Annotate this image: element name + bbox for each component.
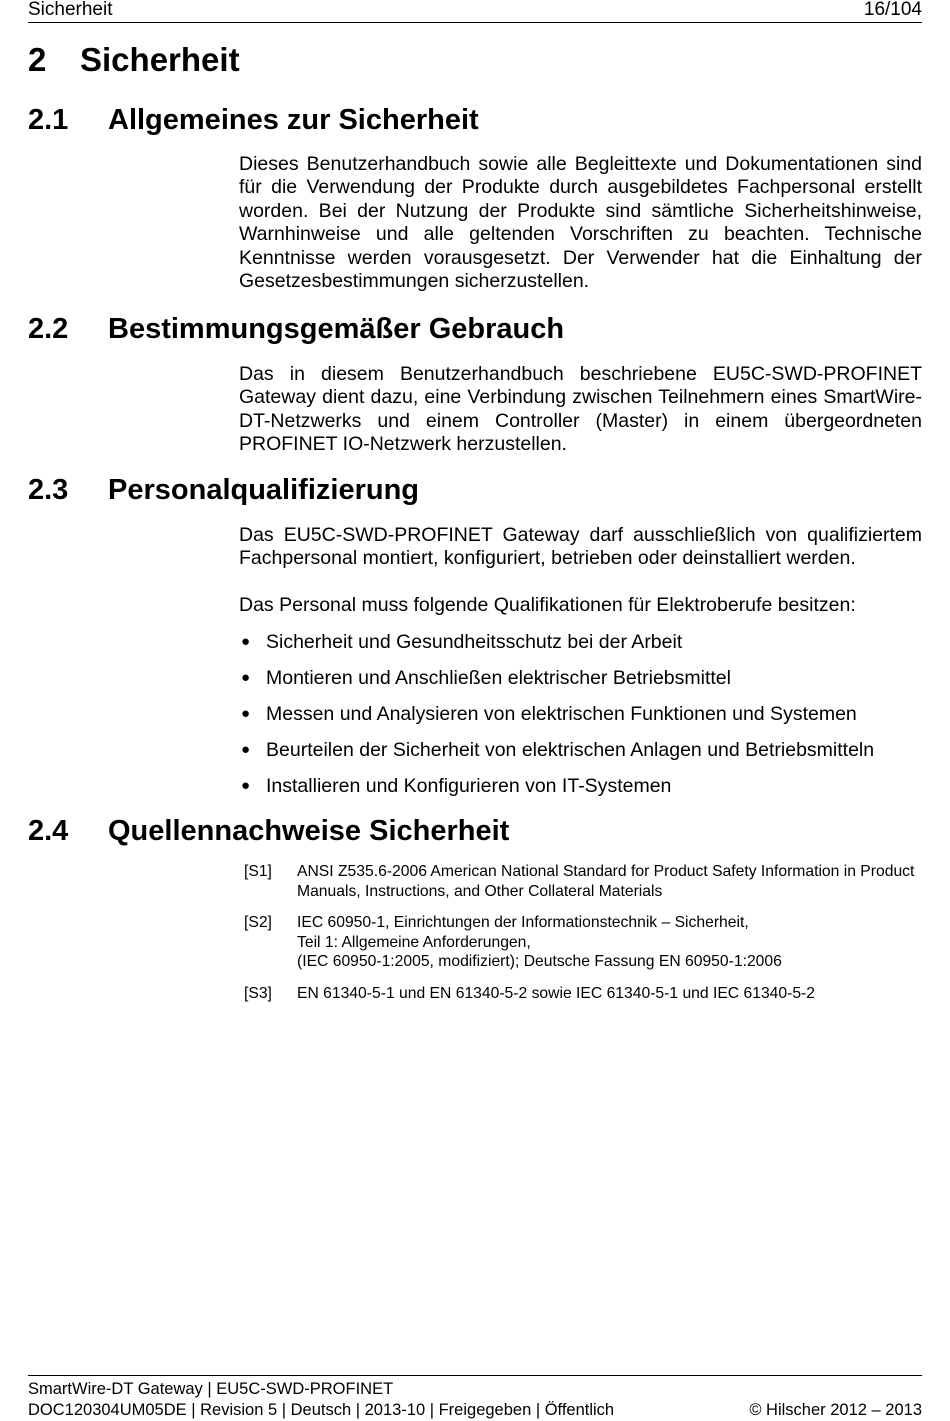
list-item: ● Montieren und Anschließen elektrischer Betriebsmittel: [239, 660, 929, 696]
footer-product: SmartWire-DT Gateway | EU5C-SWD-PROFINET: [28, 1380, 394, 1398]
section-2-1-paragraph: Dieses Benutzerhandbuch sowie alle Begleittexte und Dokumentationen sind für die Verwendung der Produkte durch ausgebildetes Fachpersonal erstellt worden. Bei der Nutzung der Produkte sind sämtliche Sicherheitshinweise, Warnhinweise und alle geltenden Vorschriften zu beachten. Technische Kenntnisse werden vorausgesetzt. Der Verwender hat die Einhaltung der Gesetzesbestimmungen sicherzustellen.: [239, 153, 922, 293]
section-2-3-paragraph-2: Das Personal muss folgende Qualifikationen für Elektroberufe besitzen:: [239, 594, 856, 616]
section-heading-2-2: [28, 312, 564, 346]
section-heading-2-3: [28, 473, 419, 507]
list-item: ● Beurteilen der Sicherheit von elektrischen Anlagen und Betriebsmitteln: [239, 732, 929, 768]
chapter-title: Sicherheit: [80, 41, 240, 78]
page-footer: [28, 1375, 922, 1421]
reference-tag: [S2]: [244, 914, 272, 932]
bullet-icon: ●: [241, 705, 251, 722]
reference-text: IEC 60950-1, Einrichtungen der Informationstechnik – Sicherheit,: [297, 914, 749, 932]
section-number: 2.2: [28, 313, 69, 345]
bullet-icon: ●: [241, 741, 251, 758]
page-header: [28, 0, 922, 23]
qualification-list: [239, 624, 929, 804]
page-number: 16/104: [863, 0, 922, 20]
section-number: 2.4: [28, 815, 69, 847]
reference-item: [244, 984, 924, 1004]
list-item: ● Installieren und Konfigurieren von IT-Systemen: [239, 768, 929, 804]
bullet-icon: ●: [241, 777, 251, 794]
reference-text: Teil 1: Allgemeine Anforderungen,: [297, 933, 531, 951]
section-title: Allgemeines zur Sicherheit: [108, 104, 479, 136]
list-item: ● Messen und Analysieren von elektrischen Funktionen und Systemen: [239, 696, 929, 732]
section-heading-2-4: [28, 814, 509, 848]
reference-text: EN 61340-5-1 und EN 61340-5-2 sowie IEC 61340-5-1 und IEC 61340-5-2: [297, 984, 816, 1002]
section-number: 2.1: [28, 104, 69, 136]
reference-list: [244, 862, 924, 1016]
reference-item: [244, 913, 924, 972]
section-2-3-paragraph: Das EU5C-SWD-PROFINET Gateway darf ausschließlich von qualifiziertem Fachpersonal montiert, konfiguriert, betrieben oder deinstalliert werden.: [239, 524, 922, 570]
footer-document-info: DOC120304UM05DE | Revision 5 | Deutsch | 2013-10 | Freigegeben | Öffentlich: [28, 1401, 615, 1419]
reference-item: [244, 862, 924, 901]
footer-copyright: © Hilscher 2012 – 2013: [749, 1401, 922, 1419]
section-2-2-paragraph: Das in diesem Benutzerhandbuch beschriebene EU5C-SWD-PROFINET Gateway dient dazu, eine Verbindung zwischen Teilnehmern eines SmartWire-DT-Netzwerks und einem Controller (Master) in einem übergeordneten PROFINET IO-Netzwerk herzustellen.: [239, 363, 922, 456]
reference-tag: [S3]: [244, 984, 272, 1002]
section-title: Personalqualifizierung: [108, 474, 419, 506]
reference-tag: [S1]: [244, 863, 272, 880]
reference-text: ANSI Z535.6-2006 American National Standard for Product Safety Information in Product Manuals, Instructions, and Other Collateral Materials: [297, 863, 915, 900]
section-title: Bestimmungsgemäßer Gebrauch: [108, 313, 565, 345]
reference-text: (IEC 60950-1:2005, modifiziert); Deutsche Fassung EN 60950-1:2006: [297, 953, 782, 971]
header-title: Sicherheit: [28, 0, 113, 20]
section-title: Quellennachweise Sicherheit: [108, 815, 510, 847]
section-heading-2-1: [28, 103, 479, 137]
chapter-number: 2: [28, 41, 47, 78]
chapter-heading: [28, 40, 240, 80]
bullet-icon: ●: [241, 669, 251, 686]
bullet-icon: ●: [241, 633, 251, 650]
list-item: ● Sicherheit und Gesundheitsschutz bei der Arbeit: [239, 624, 929, 660]
section-number: 2.3: [28, 474, 69, 506]
